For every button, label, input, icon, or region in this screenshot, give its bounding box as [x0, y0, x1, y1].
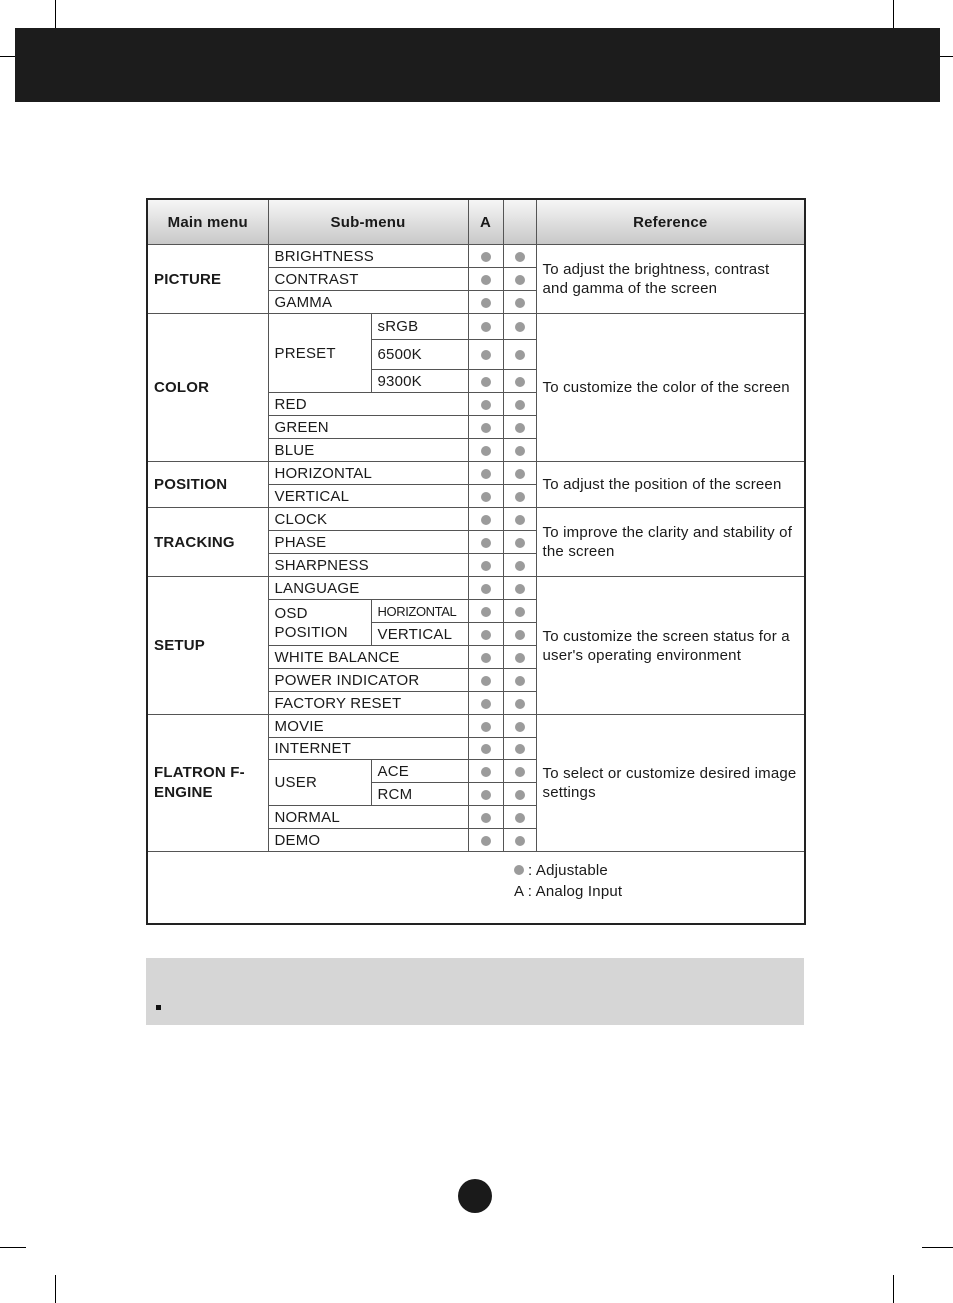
submenu-item: SHARPNESS [268, 554, 468, 577]
adjustable-dot-icon [515, 630, 525, 640]
adjustable-dot-icon [481, 744, 491, 754]
adjustable-dot-icon [514, 865, 524, 875]
adjustable-dot-icon [515, 744, 525, 754]
submenu-item: GAMMA [268, 291, 468, 314]
reference-position: To adjust the position of the screen [536, 462, 805, 508]
submenu-subitem: 6500K [371, 340, 468, 370]
submenu-item: MOVIE [268, 715, 468, 738]
adjustable-dot-icon [481, 790, 491, 800]
adjustable-dot-icon [515, 275, 525, 285]
table-row [147, 245, 805, 268]
main-menu-color: COLOR [147, 314, 268, 462]
crop-mark [55, 1275, 56, 1303]
crop-mark [893, 1275, 894, 1303]
adjustable-dot-icon [515, 469, 525, 479]
adjustable-dot-icon [515, 790, 525, 800]
submenu-subitem: HORIZONTAL [371, 600, 468, 623]
submenu-item: NORMAL [268, 806, 468, 829]
submenu-user: USER [268, 760, 371, 806]
reference-tracking: To improve the clarity and stability of the screen [536, 508, 805, 577]
legend-adjustable: : Adjustable [528, 862, 608, 879]
adjustable-dot-icon [481, 722, 491, 732]
main-menu-position: POSITION [147, 462, 268, 508]
submenu-preset: PRESET [268, 314, 371, 393]
crop-mark [55, 0, 56, 28]
submenu-item: HORIZONTAL [268, 462, 468, 485]
adjustable-dot-icon [481, 699, 491, 709]
header-bar [15, 28, 940, 102]
adjustable-dot-icon [481, 298, 491, 308]
page-number-circle [458, 1179, 492, 1213]
adjustable-dot-icon [481, 561, 491, 571]
adjustable-dot-icon [515, 492, 525, 502]
adjustable-dot-icon [481, 377, 491, 387]
legend-analog: A : Analog Input [514, 883, 623, 900]
adjustable-dot-icon [481, 423, 491, 433]
main-menu-flatron-f-engine: FLATRON F-ENGINE [147, 715, 268, 852]
adjustable-dot-icon [481, 400, 491, 410]
submenu-item: CLOCK [268, 508, 468, 531]
adjustable-dot-icon [481, 469, 491, 479]
header-main-menu: Main menu [147, 199, 268, 245]
reference-color: To customize the color of the screen [536, 314, 805, 462]
submenu-item: POWER INDICATOR [268, 669, 468, 692]
adjustable-dot-icon [481, 630, 491, 640]
header-analog: A [468, 199, 503, 245]
submenu-subitem: VERTICAL [371, 623, 468, 646]
legend-row [147, 852, 805, 925]
adjustable-dot-icon [481, 813, 491, 823]
adjustable-dot-icon [515, 350, 525, 360]
table-row [147, 577, 805, 600]
reference-flatron-f-engine: To select or customize desired image settings [536, 715, 805, 852]
adjustable-dot-icon [515, 446, 525, 456]
adjustable-dot-icon [515, 653, 525, 663]
bullet-icon [156, 1005, 161, 1010]
submenu-subitem: 9300K [371, 370, 468, 393]
adjustable-dot-icon [481, 275, 491, 285]
adjustable-dot-icon [481, 538, 491, 548]
adjustable-dot-icon [515, 298, 525, 308]
adjustable-dot-icon [515, 607, 525, 617]
adjustable-dot-icon [515, 767, 525, 777]
legend [514, 860, 622, 902]
submenu-subitem: sRGB [371, 314, 468, 340]
adjustable-dot-icon [481, 653, 491, 663]
main-menu-setup: SETUP [147, 577, 268, 715]
table-row [147, 508, 805, 531]
main-menu-picture: PICTURE [147, 245, 268, 314]
adjustable-dot-icon [481, 607, 491, 617]
adjustable-dot-icon [481, 350, 491, 360]
adjustable-dot-icon [515, 676, 525, 686]
adjustable-dot-icon [481, 322, 491, 332]
submenu-item: PHASE [268, 531, 468, 554]
crop-mark [893, 0, 894, 28]
table-row [147, 462, 805, 485]
adjustable-dot-icon [515, 423, 525, 433]
submenu-item: FACTORY RESET [268, 692, 468, 715]
submenu-item: BLUE [268, 439, 468, 462]
adjustable-dot-icon [515, 377, 525, 387]
adjustable-dot-icon [481, 492, 491, 502]
note-box [146, 958, 804, 1025]
adjustable-dot-icon [515, 322, 525, 332]
submenu-item: BRIGHTNESS [268, 245, 468, 268]
table-row [147, 314, 805, 340]
submenu-subitem: ACE [371, 760, 468, 783]
crop-mark [0, 56, 15, 57]
reference-picture: To adjust the brightness, contrast and gamma of the screen [536, 245, 805, 314]
adjustable-dot-icon [515, 538, 525, 548]
header-reference: Reference [536, 199, 805, 245]
submenu-subitem: RCM [371, 783, 468, 806]
submenu-item: VERTICAL [268, 485, 468, 508]
adjustable-dot-icon [481, 676, 491, 686]
adjustable-dot-icon [481, 836, 491, 846]
adjustable-dot-icon [515, 515, 525, 525]
adjustable-dot-icon [515, 561, 525, 571]
header-sub-menu: Sub-menu [268, 199, 468, 245]
adjustable-dot-icon [515, 813, 525, 823]
adjustable-dot-icon [481, 584, 491, 594]
crop-mark [0, 1247, 26, 1248]
crop-mark [940, 56, 953, 57]
table-header-row [147, 199, 805, 245]
submenu-item: INTERNET [268, 738, 468, 760]
submenu-item: WHITE BALANCE [268, 646, 468, 669]
adjustable-dot-icon [481, 252, 491, 262]
submenu-osd-position: OSD POSITION [268, 600, 371, 646]
submenu-item: RED [268, 393, 468, 416]
osd-menu-table [146, 198, 806, 925]
adjustable-dot-icon [481, 515, 491, 525]
main-menu-tracking: TRACKING [147, 508, 268, 577]
adjustable-dot-icon [515, 252, 525, 262]
submenu-item: LANGUAGE [268, 577, 468, 600]
reference-setup: To customize the screen status for a user's operating environment [536, 577, 805, 715]
adjustable-dot-icon [515, 400, 525, 410]
submenu-item: CONTRAST [268, 268, 468, 291]
table-row [147, 715, 805, 738]
adjustable-dot-icon [481, 446, 491, 456]
adjustable-dot-icon [515, 699, 525, 709]
submenu-item: GREEN [268, 416, 468, 439]
adjustable-dot-icon [515, 722, 525, 732]
adjustable-dot-icon [481, 767, 491, 777]
adjustable-dot-icon [515, 584, 525, 594]
crop-mark [922, 1247, 953, 1248]
adjustable-dot-icon [515, 836, 525, 846]
header-digital [503, 199, 536, 245]
submenu-item: DEMO [268, 829, 468, 852]
